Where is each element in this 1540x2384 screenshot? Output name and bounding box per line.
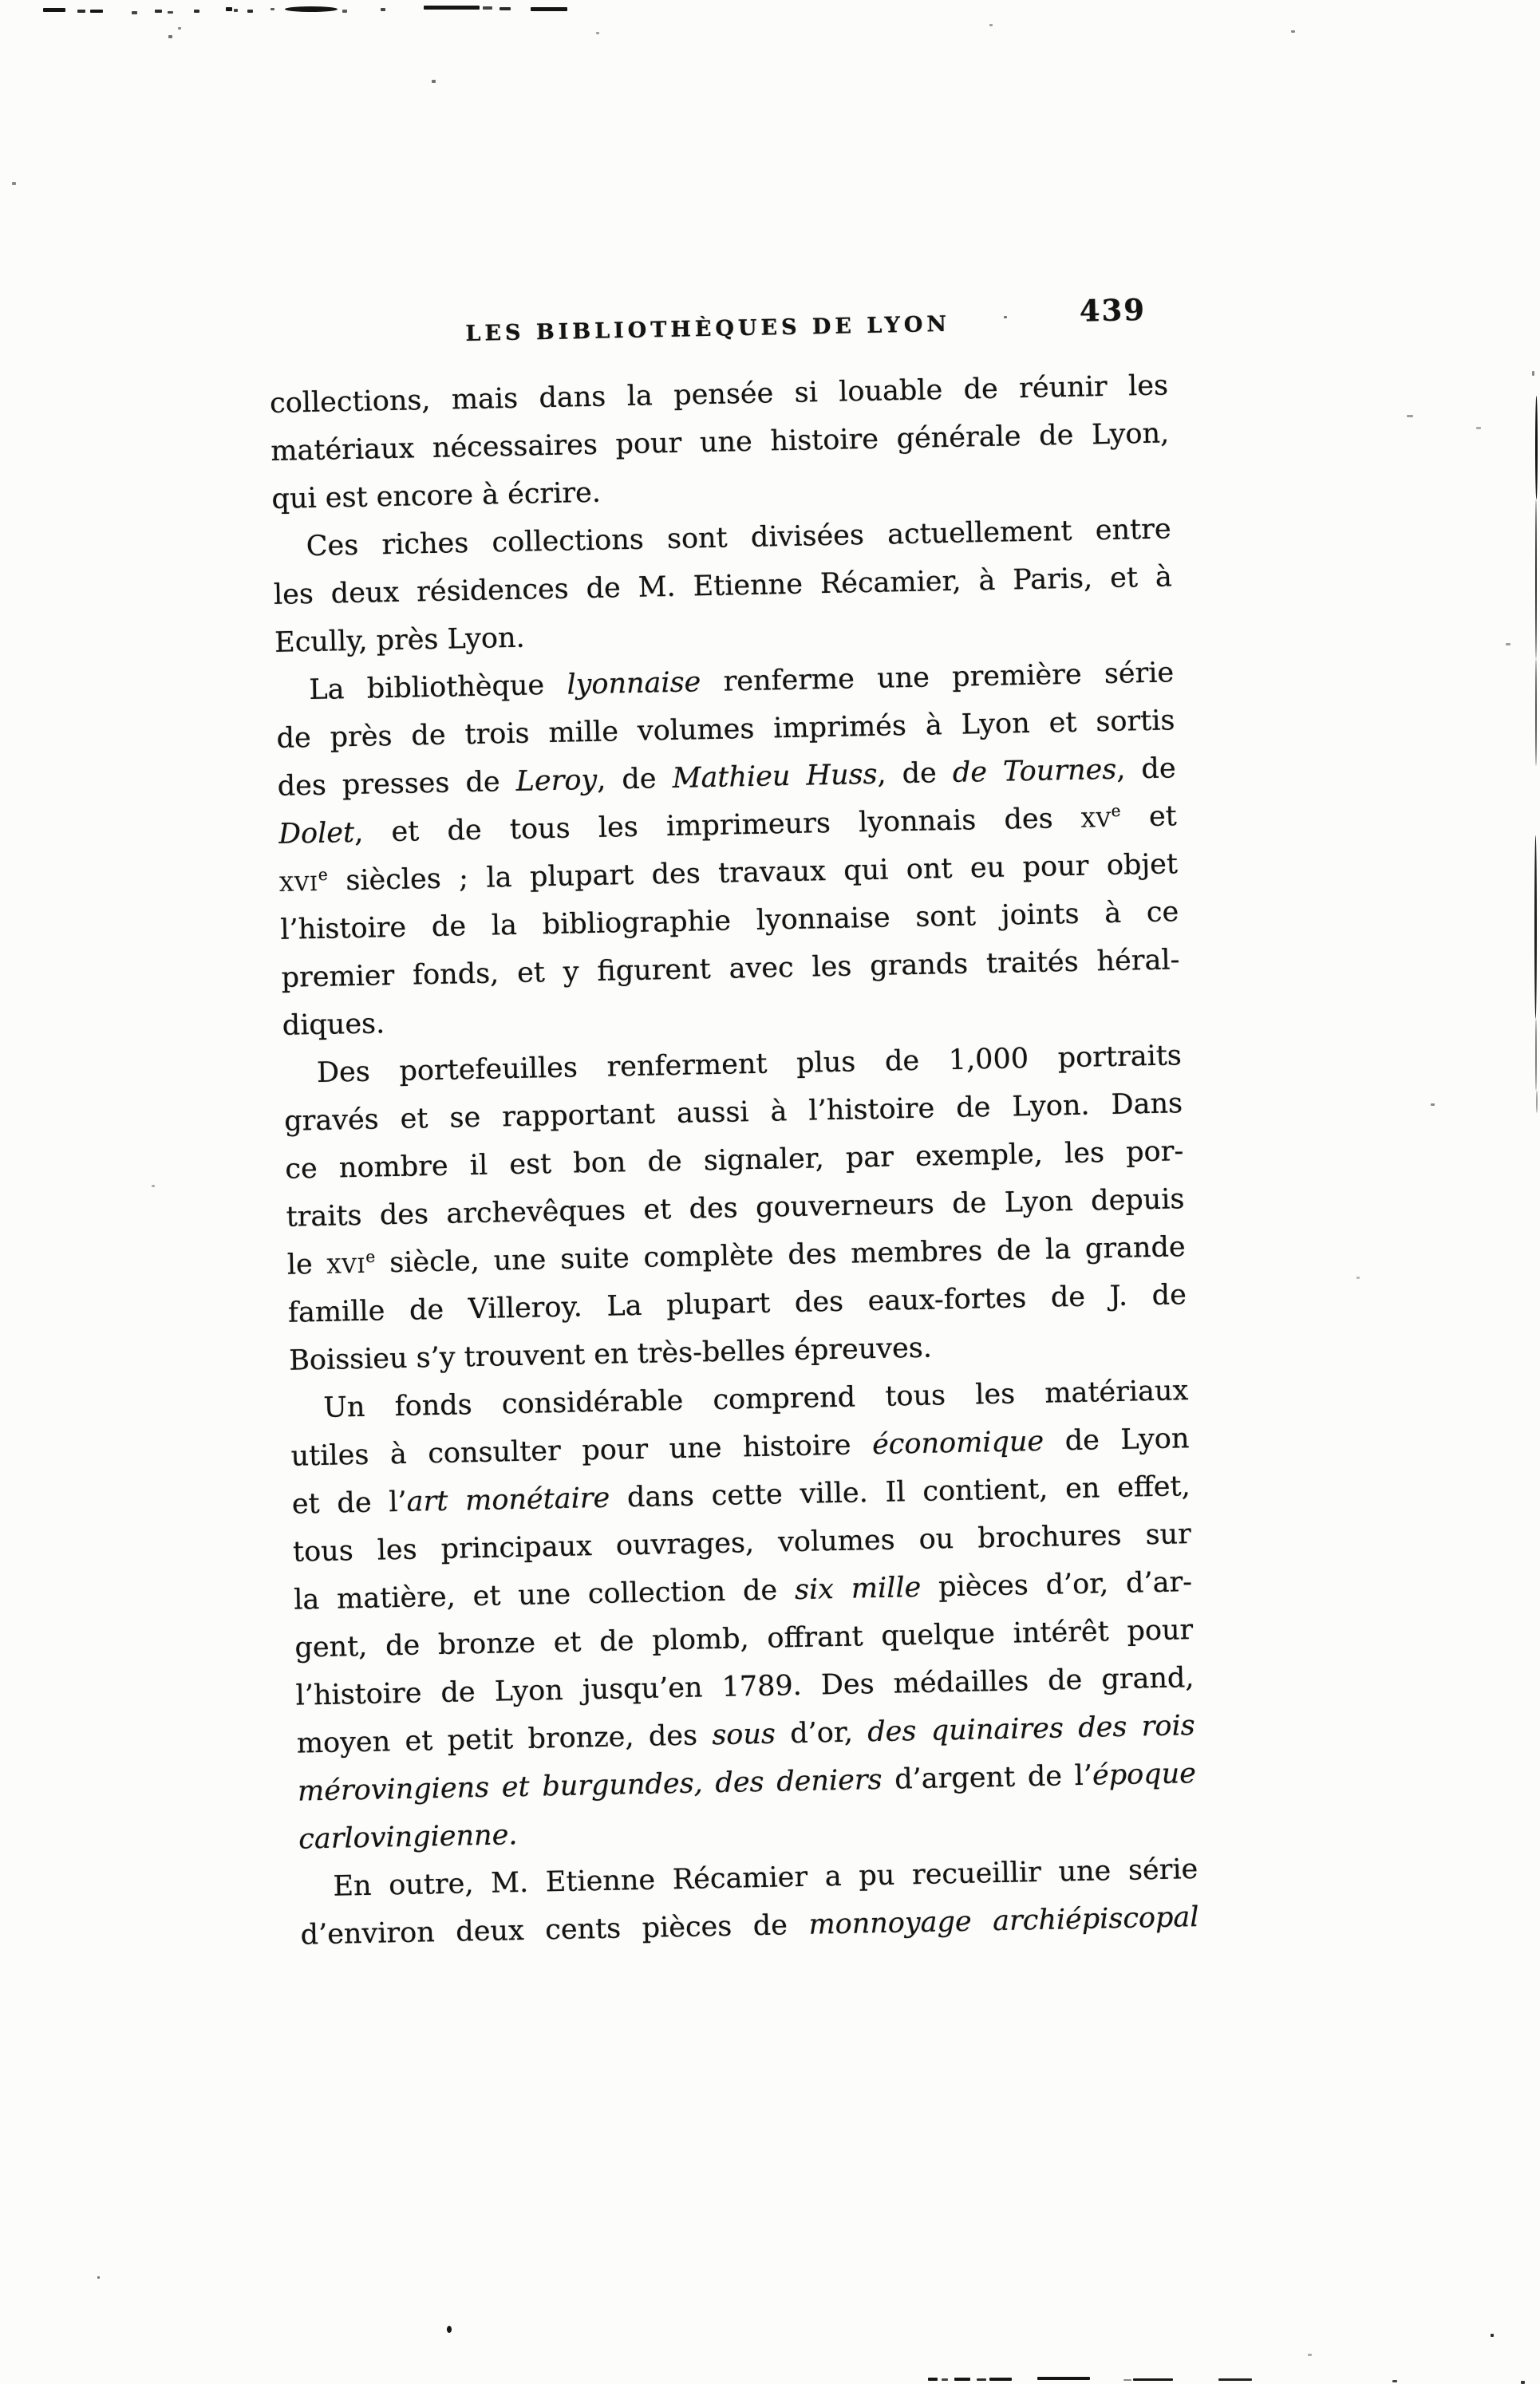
scan-speck (132, 11, 137, 14)
scan-speck (424, 6, 480, 10)
scan-speck (247, 10, 253, 13)
text-segment: utiles à consulter pour une histoire (290, 1429, 873, 1473)
scan-speck (1308, 2354, 1312, 2356)
text-segment: des presses de (277, 765, 517, 803)
scan-speck (1218, 2378, 1252, 2381)
text-segment: l’histoire de Lyon jusqu’en 1789. Des médailles de grand, (295, 1662, 1194, 1712)
scan-speck (168, 11, 173, 14)
italic-text: mérovingiens et burgundes, (297, 1767, 704, 1808)
text-segment: et (1120, 800, 1178, 834)
text-segment: e (1111, 801, 1121, 821)
italic-text: des deniers (715, 1763, 883, 1800)
scan-speck (234, 9, 238, 12)
italic-text: sous (711, 1718, 776, 1752)
scan-speck (1532, 371, 1534, 376)
italic-text: époque (1092, 1758, 1197, 1792)
scan-speck (1133, 2378, 1173, 2381)
text-segment: Boissieu s’y trouvent en très-belles épreuves. (288, 1332, 933, 1377)
scan-speck (1291, 30, 1295, 33)
page-number: 439 (1079, 291, 1147, 329)
scan-speck (226, 7, 232, 11)
text-segment: les deux résidences de M. Etienne Récamier, à Paris, et à (273, 561, 1173, 611)
italic-text: des quinaires des rois (867, 1710, 1196, 1749)
running-head (268, 291, 1167, 369)
scan-speck (155, 10, 162, 13)
page-title: LES BIBLIOTHÈQUES DE LYON (465, 311, 951, 347)
text-segment: , de (877, 756, 954, 791)
text-segment: collections, mais dans la pensée si louable de réunir les (269, 369, 1169, 420)
text-segment: dans cette ville. Il contient, en effet, (609, 1470, 1191, 1514)
scan-speck (1535, 659, 1537, 766)
scan-speck (152, 1185, 155, 1187)
text-segment: Ces riches collections sont divisées actuellement entre (306, 513, 1171, 563)
text-segment: gravés et se rapportant aussi à l’histoire de Lyon. Dans (283, 1087, 1183, 1138)
scan-speck (942, 2378, 948, 2381)
scan-speck (1037, 2377, 1090, 2380)
scan-speck (1476, 427, 1481, 429)
text-segment (702, 1767, 716, 1799)
text-segment: , de (1116, 752, 1176, 786)
italic-text: Mathieu Huss (672, 758, 878, 795)
text-segment: Ecully, près Lyon. (274, 622, 526, 659)
italic-text: carlovingienne. (298, 1819, 518, 1856)
text-segment: traits des archevêques et des gouverneurs de Lyon depuis (286, 1183, 1185, 1233)
scan-speck (1123, 2379, 1131, 2381)
text-segment: xvi (326, 1247, 366, 1281)
body-text (270, 361, 1200, 1959)
text-segment: siècle, une suite complète des membres de la grande (374, 1231, 1187, 1280)
scan-speck (1004, 316, 1007, 318)
scan-speck (1535, 499, 1537, 659)
text-segment: la matière, et une collection de (293, 1574, 796, 1616)
scan-speck (1536, 1091, 1538, 1113)
scan-speck (43, 8, 65, 12)
text-segment: La bibliothèque (308, 669, 567, 707)
scan-speck (178, 27, 181, 30)
scan-speck (90, 10, 103, 13)
scan-speck (1521, 2381, 1525, 2384)
text-segment: En outre, M. Etienne Récamier a pu recueillir une série (333, 1853, 1198, 1903)
scan-speck (381, 8, 385, 11)
scan-speck (1392, 2380, 1397, 2382)
text-segment: renferme une première série (700, 657, 1175, 699)
scan-speck (447, 2326, 452, 2333)
scan-speck (1535, 396, 1538, 499)
text-segment: famille de Villeroy. La plupart des eaux-fortes de J. de (287, 1279, 1187, 1329)
text-segment: e (318, 864, 329, 885)
text-segment: e (365, 1246, 376, 1267)
scan-speck (1506, 643, 1510, 645)
scan-speck (1534, 835, 1537, 1019)
scan-speck (977, 2378, 986, 2381)
scan-speck (270, 8, 274, 10)
text-segment: d’argent de l’ (882, 1759, 1093, 1796)
italic-text: économique (871, 1425, 1044, 1462)
text-segment: l’histoire de la bibliographie lyonnaise sont joints à ce (280, 896, 1179, 946)
scan-speck (531, 7, 567, 11)
scan-speck (989, 2378, 1012, 2381)
scan-speck (928, 2378, 938, 2381)
scan-speck (97, 2276, 100, 2279)
text-segment: tous les principaux ouvrages, volumes ou brochures sur (292, 1518, 1192, 1569)
text-segment: , de (596, 762, 673, 796)
scan-speck (500, 7, 511, 10)
italic-text: six mille (794, 1571, 922, 1607)
text-segment: qui est encore à écrire. (271, 476, 602, 515)
scan-speck (12, 182, 16, 185)
italic-text: art monétaire (406, 1482, 610, 1518)
scan-speck (483, 6, 492, 10)
scan-speck (168, 35, 172, 38)
text-segment: ce nombre il est bon de signaler, par exemple, les por- (285, 1135, 1184, 1186)
scan-speck (77, 10, 85, 13)
text-segment: premier fonds, et y figurent avec les grands traités héral- (281, 944, 1180, 994)
scan-speck (1407, 415, 1413, 417)
text-segment: diques. (282, 1008, 385, 1042)
scan-speck (989, 24, 993, 26)
scan-speck (1356, 1277, 1360, 1279)
text-segment: Des portefeuilles renferment plus de 1,000 portraits (316, 1040, 1183, 1089)
text-segment: xv (1080, 801, 1112, 835)
text-segment: et de l’ (291, 1486, 408, 1521)
scan-speck (1535, 1019, 1537, 1091)
text-segment: pièces d’or, d’ar- (920, 1566, 1193, 1604)
scan-speck (954, 2378, 970, 2381)
text-block (268, 291, 1199, 1959)
text-segment: de près de trois mille volumes imprimés à Lyon et sortis (276, 705, 1175, 755)
text-segment: matériaux nécessaires pour une histoire générale de Lyon, (270, 417, 1170, 468)
scan-speck (285, 6, 338, 12)
italic-text: Dolet (278, 816, 355, 851)
text-segment: le (286, 1248, 328, 1281)
text-segment: gent, de bronze et de plomb, offrant quelque intérêt pour (294, 1614, 1194, 1664)
scan-speck (1491, 2334, 1494, 2337)
text-segment: siècles ; la plupart des travaux qui ont eu pour objet (327, 848, 1179, 898)
text-segment: moyen et petit bronze, des (296, 1719, 713, 1760)
italic-text: lyonnaise (567, 666, 701, 701)
italic-text: Leroy (515, 764, 598, 798)
scan-speck (342, 10, 347, 13)
italic-text: monnoyage archiépiscopal (808, 1900, 1199, 1941)
italic-text: de Tournes (952, 753, 1117, 789)
text-segment: , et de tous les imprimeurs lyonnais des (353, 802, 1082, 849)
text-segment: xvi (278, 865, 319, 898)
scan-speck (596, 32, 599, 34)
text-segment: d’environ deux cents pièces de (300, 1908, 809, 1952)
text-segment: d’or, (775, 1716, 868, 1751)
text-segment: de Lyon (1043, 1423, 1190, 1458)
scan-speck (194, 10, 199, 13)
text-segment: Un fonds considérable comprend tous les matériaux (323, 1375, 1189, 1424)
scan-speck (432, 80, 436, 83)
scan-speck (1431, 1103, 1435, 1106)
